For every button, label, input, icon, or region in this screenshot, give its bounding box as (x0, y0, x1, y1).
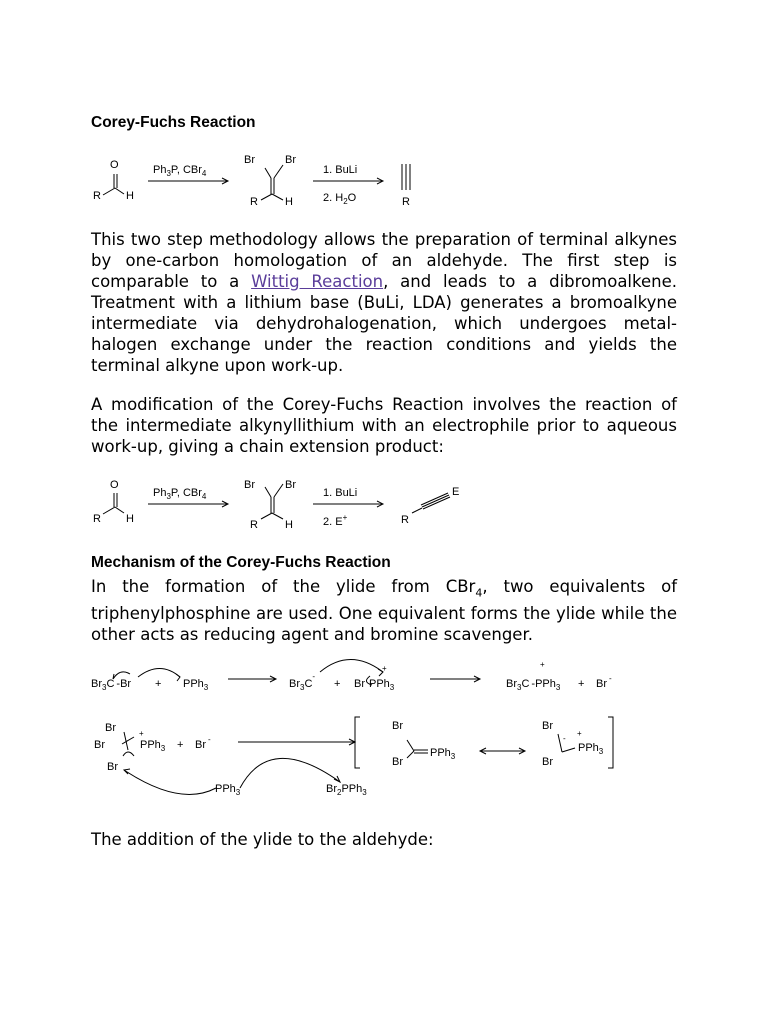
ylide2-br-bottom: Br (542, 756, 553, 768)
step-2-h2o: 2. $H_2O$ (323, 192, 357, 206)
h-label: H (126, 190, 134, 202)
r-label-2: R (250, 519, 258, 531)
mech-charge-plus-1: + (382, 664, 387, 673)
ylide2-plus: + (577, 729, 582, 738)
h-label: H (126, 513, 134, 525)
r-label: R (93, 513, 101, 525)
reagent-ph3p-cbr4: $Ph_3P$, CBr$_4$ (153, 164, 207, 178)
mechanism-scheme (0, 652, 768, 802)
r-label: R (93, 190, 101, 202)
mech-plus-1: + (155, 678, 162, 690)
ylide-addition-paragraph: The addition of the ylide to the aldehyde: (91, 830, 434, 849)
reagent-ph3p-cbr4: $Ph_3P$, CBr$_4$ (153, 487, 207, 501)
mech-br-top: Br (105, 722, 116, 734)
mech-phosphonium: $Br_3C$ -PPh$_3$ (506, 678, 561, 692)
reaction-scheme-chain-extension (0, 475, 768, 535)
mech-bromide: Br - (596, 674, 612, 690)
br-label-2: Br (285, 479, 296, 491)
mech-charge-plus-3: + (139, 729, 144, 738)
mech-plus-3: + (578, 678, 585, 690)
mech-cbr4: $Br_3C$ -Br (91, 678, 132, 692)
mechanism-paragraph: In the formation of the ylide from CBr$_4$, two equivalents of triphenylphosphine are used. One equivalent forms the ylide while the other acts as reducing agent and bromine scavenger. (91, 577, 678, 645)
mech-br2pph3: $Br_2PPh_3$ (326, 783, 367, 797)
ylide-br-bottom: Br (392, 756, 403, 768)
mech-br-pph3: Br PPh$_3$ (354, 678, 395, 692)
br-label-2: Br (285, 154, 296, 166)
mech-plus-4: + (177, 739, 184, 751)
mech-charge-plus-2: + (540, 660, 545, 669)
electrophile-label: E (452, 486, 460, 498)
reaction-scheme-corey-fuchs (0, 148, 768, 218)
mech-bromide-2: Br - (195, 735, 211, 751)
mech-br3c-anion: $Br_3C^-$ (289, 672, 316, 692)
ylide-br-top: Br (392, 720, 403, 732)
mech-pph3-2: PPh$_3$ (140, 739, 166, 753)
oxygen-label: O (110, 479, 119, 491)
intro-paragraph: This two step methodology allows the preparation of terminal alkynes by one-carbon homologation of an aldehyde. The first step is comparable to a Wittig Reaction, and leads to a dibromoalkene. Treatment with a lithium base (BuLi, LDA) generates a bromoalkyne intermediate via dehydrohalogenation, which undergoes metal-halogen exchange under the reaction conditions and yields the terminal alkyne upon work-up. (91, 230, 677, 375)
ylide-pph3: PPh$_3$ (430, 747, 456, 761)
r-label-2: R (250, 196, 258, 208)
ylide2-pph3: PPh$_3$ (578, 742, 604, 756)
mech-br-bottom: Br (107, 761, 118, 773)
br-label-1: Br (244, 154, 255, 166)
r-label-4: R (401, 514, 409, 526)
step-1-buli: 1. BuLi (323, 487, 358, 499)
h-label-2: H (285, 196, 293, 208)
ylide2-minus: - (563, 734, 566, 743)
h-label-2: H (285, 519, 293, 531)
step-1-buli: 1. BuLi (323, 164, 358, 176)
ylide2-br-top: Br (542, 720, 553, 732)
modification-paragraph: A modification of the Corey-Fuchs Reaction involves the reaction of the intermediate alkynyllithium with an electrophile prior to aqueous work-up, giving a chain extension product: (91, 395, 677, 456)
mech-pph3-3: PPh$_3$ (215, 783, 241, 797)
br-label-1: Br (244, 479, 255, 491)
mech-br-left: Br (94, 739, 105, 751)
oxygen-label: O (110, 159, 119, 171)
r-label-3: R (402, 196, 410, 208)
step-2-electrophile: 2. E+ (323, 513, 348, 528)
section-heading-corey-fuchs: Corey-Fuchs Reaction (91, 114, 256, 131)
wittig-reaction-link[interactable]: Wittig Reaction (251, 272, 384, 291)
mech-plus-2: + (334, 678, 341, 690)
mech-pph3-1: PPh$_3$ (183, 678, 209, 692)
section-heading-mechanism: Mechanism of the Corey-Fuchs Reaction (91, 554, 391, 571)
